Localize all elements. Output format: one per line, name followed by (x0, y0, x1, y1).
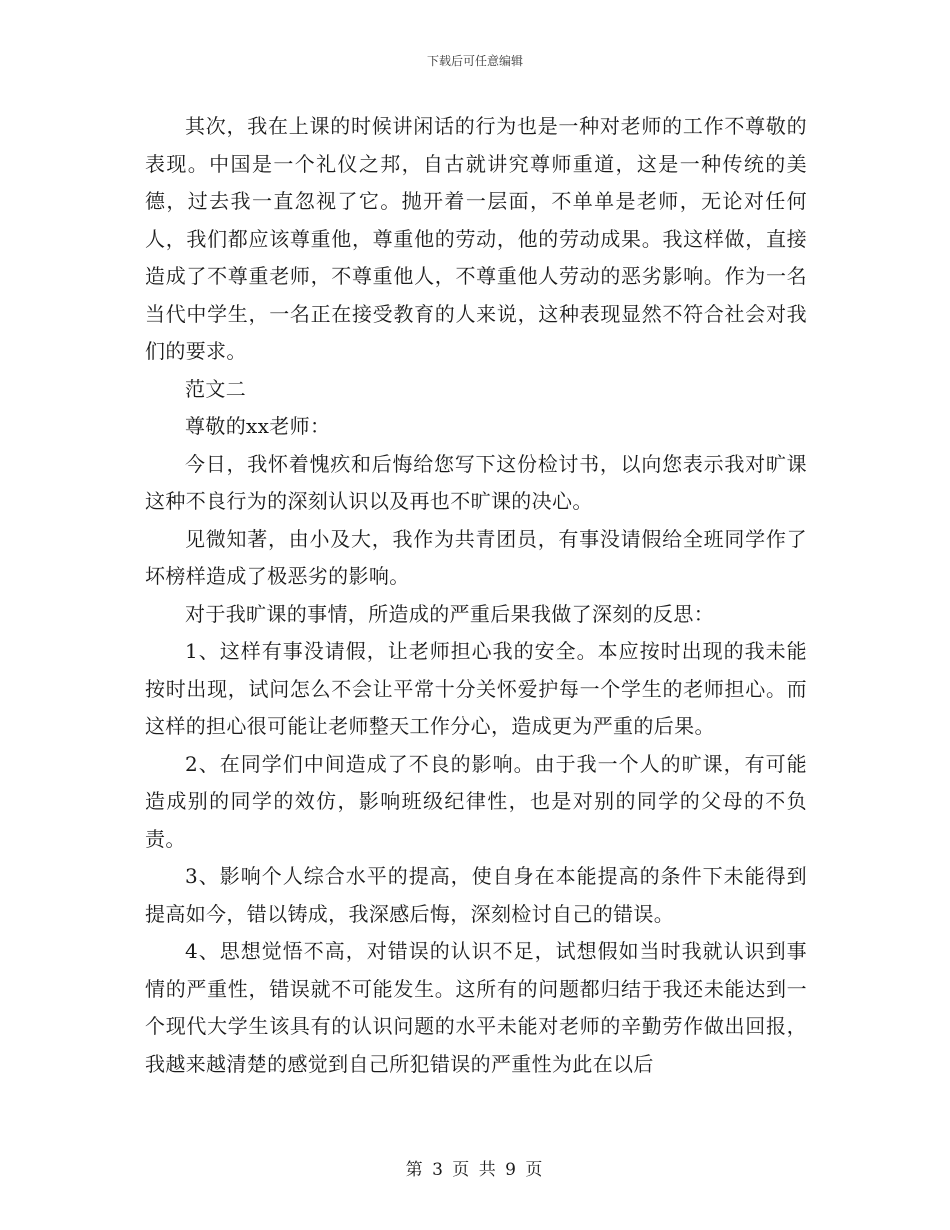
list-item-4: 4、思想觉悟不高，对错误的认识不足，试想假如当时我就认识到事情的严重性，错误就不可能发生。这所有的问题都归结于我还未能达到一个现代大学生该具有的认识问题的水平未能对老师的辛勤劳作做出回报，我越来越清楚的感觉到自己所犯错误的严重性为此在以后 (145, 939, 807, 1076)
page-number-footer: 第 3 页 共 9 页 (405, 1160, 545, 1180)
paragraph-3: 见微知著，由小及大，我作为共青团员，有事没请假给全班同学作了坏榜样造成了极恶劣的影响。 (145, 526, 807, 588)
list-item-2: 2、在同学们中间造成了不良的影响。由于我一个人的旷课，有可能造成别的同学的效仿，影响班级纪律性，也是对别的同学的父母的不负责。 (145, 751, 807, 851)
page-header-note: 下载后可任意编辑 (426, 54, 523, 68)
list-item-3: 3、影响个人综合水平的提高，使自身在本能提高的条件下未能得到提高如今，错以铸成，我深感后悔，深刻检讨自己的错误。 (145, 864, 807, 926)
paragraph-2: 今日，我怀着愧疚和后悔给您写下这份检讨书，以向您表示我对旷课这种不良行为的深刻认识以及再也不旷课的决心。 (145, 451, 807, 513)
list-item-1: 1、这样有事没请假，让老师担心我的安全。本应按时出现的我未能按时出现，试问怎么不会让平常十分关怀爱护每一个学生的老师担心。而这样的担心很可能让老师整天工作分心，造成更为严重的后果。 (145, 639, 807, 738)
section-title-fanwen-er: 范文二 (185, 376, 247, 401)
salutation: 尊敬的xx老师： (185, 414, 331, 438)
paragraph-4: 对于我旷课的事情，所造成的严重后果我做了深刻的反思： (185, 601, 715, 626)
paragraph-1: 其次，我在上课的时候讲闲话的行为也是一种对老师的工作不尊敬的表现。中国是一个礼仪之邦，自古就讲究尊师重道，这是一种传统的美德，过去我一直忽视了它。抛开着一层面，不单单是老师，无论对任何人，我们都应该尊重他，尊重他的劳动，他的劳动成果。我这样做，直接造成了不尊重老师，不尊重他人，不尊重他人劳动的恶劣影响。作为一名当代中学生，一名正在接受教育的人来说，这种表现显然不符合社会对我们的要求。 (145, 114, 807, 363)
document-body (145, 108, 807, 1083)
